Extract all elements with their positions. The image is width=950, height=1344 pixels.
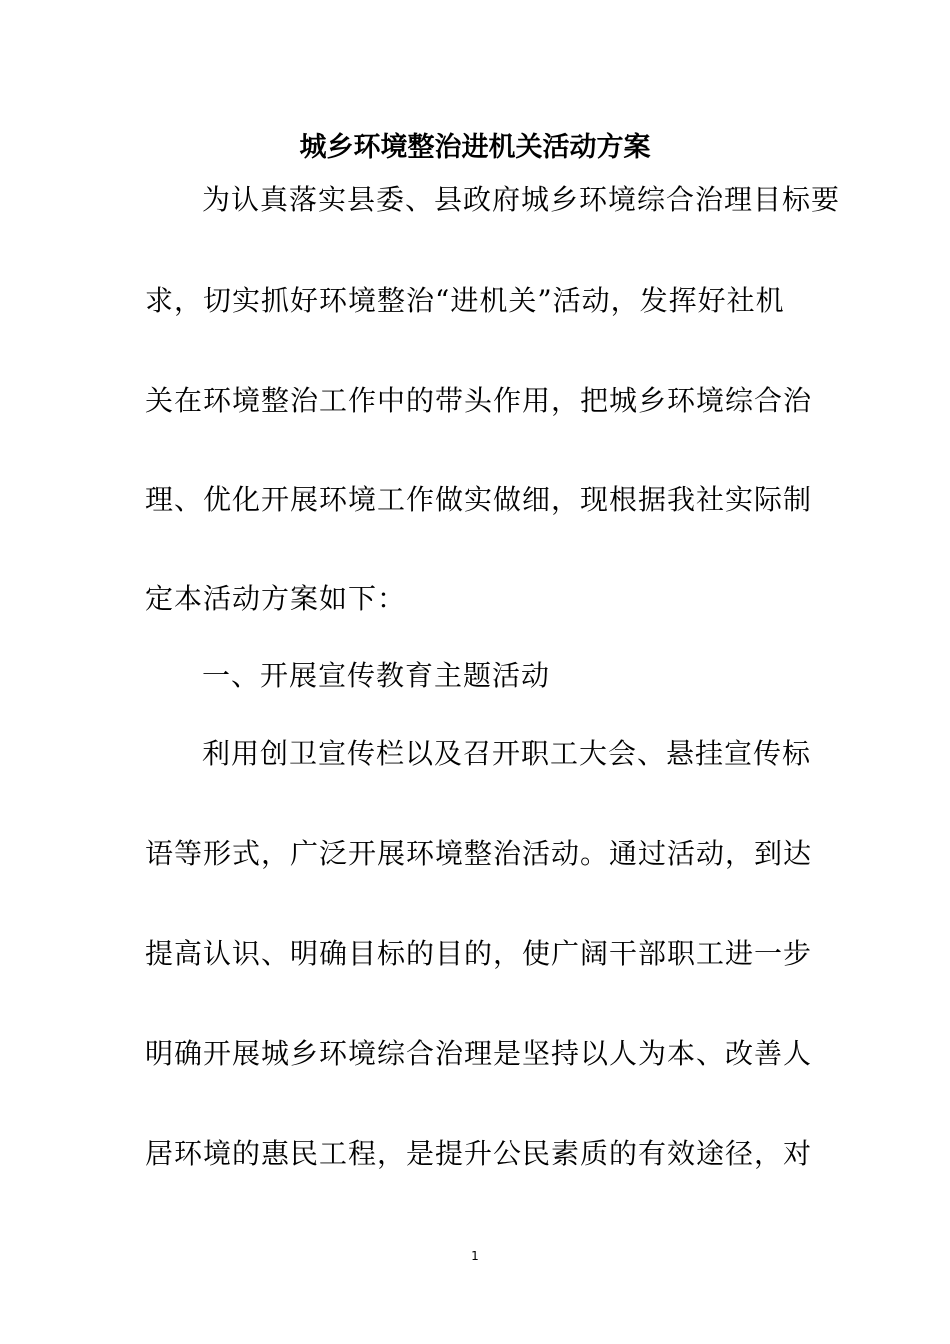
paragraph-line: 提高认识、明确目标的目的，使广阔干部职工进一步 [145,937,813,970]
paragraph-line: 明确开展城乡环境综合治理是坚持以人为本、改善人 [145,1037,813,1070]
paragraph-line: 求，切实抓好环境整治“进机关”活动，发挥好社机 [145,284,785,317]
paragraph-line: 利用创卫宣传栏以及召开职工大会、悬挂宣传标 [202,737,812,770]
paragraph-line: 语等形式，广泛开展环境整治活动。通过活动，到达 [145,837,813,870]
paragraph-line: 理、优化开展环境工作做实做细，现根据我社实际制 [145,483,813,516]
paragraph-line: 定本活动方案如下： [145,582,407,615]
page-number: 1 [471,1249,479,1263]
paragraph-line: 为认真落实县委、县政府城乡环境综合治理目标要 [202,183,841,216]
paragraph-line: 关在环境整治工作中的带头作用，把城乡环境综合治 [145,384,813,417]
paragraph-line: 居环境的惠民工程，是提升公民素质的有效途径，对 [145,1137,813,1170]
document-title: 城乡环境整治进机关活动方案 [299,132,651,163]
section-heading: 一、开展宣传教育主题活动 [202,659,551,692]
